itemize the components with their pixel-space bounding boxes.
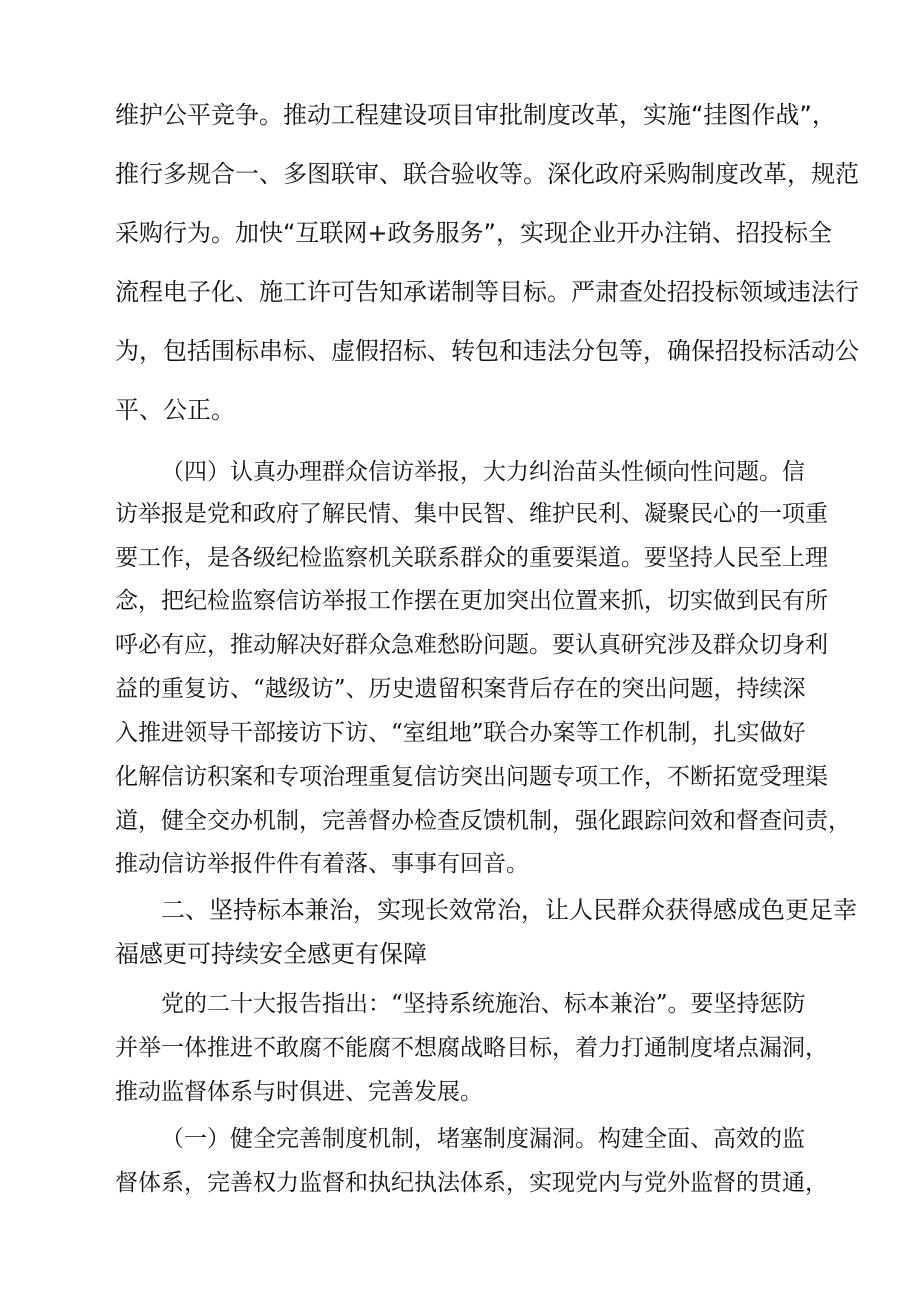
paragraph-line: 为，包括围标串标、虚假招标、转包和违法分包等，确保招投标活动公 [115, 337, 859, 365]
paragraph-line: 化解信访积案和专项治理重复信访突出问题专项工作，不断拓宽受理渠 [115, 764, 828, 790]
paragraph-line: 念，把纪检监察信访举报工作摆在更加突出位置来抓，切实做到民有所 [115, 588, 828, 614]
paragraph-line: 流程电子化、施工许可告知承诺制等目标。严肃查处招投标领域违法行 [115, 278, 859, 306]
section-heading: 二、坚持标本兼治，实现长效常治，让人民群众获得感成色更足幸 [161, 896, 857, 924]
paragraph-line: 要工作，是各级纪检监察机关联系群众的重要渠道。要坚持人民至上理 [115, 545, 828, 571]
paragraph-line: 推行多规合一、多图联审、联合验收等。深化政府采购制度改革，规范 [115, 160, 859, 188]
paragraph-line: 道，健全交办机制，完善督办检查反馈机制，强化跟踪问效和督查问责， [115, 808, 851, 834]
paragraph-line: 呼必有应，推动解决好群众急难愁盼问题。要认真研究涉及群众切身利 [115, 632, 828, 658]
paragraph-line: （一）健全完善制度机制，堵塞制度漏洞。构建全面、高效的监 [161, 1126, 805, 1152]
section-heading: 福感更可持续安全感更有保障 [115, 940, 427, 968]
paragraph-line: 督体系，完善权力监督和执纪执法体系，实现党内与党外监督的贯通， [115, 1170, 828, 1196]
paragraph-line: 维护公平竞争。推动工程建设项目审批制度改革，实施“挂图作战”， [115, 101, 836, 129]
paragraph-line: 并举一体推进不敢腐不能腐不想腐战略目标，着力打通制度堵点漏洞， [115, 1035, 828, 1061]
paragraph-line: 入推进领导干部接访下访、“室组地”联合办案等工作机制，扎实做好 [115, 720, 806, 746]
paragraph-line: 访举报是党和政府了解民情、集中民智、维护民利、凝聚民心的一项重 [115, 501, 828, 527]
paragraph-line: 平、公正。 [115, 396, 235, 424]
paragraph-line: 推动信访举报件件有着落、事事有回音。 [115, 851, 529, 877]
paragraph-line: 益的重复访、“越级访”、历史遗留积案背后存在的突出问题，持续深 [115, 676, 806, 702]
paragraph-line: （四）认真办理群众信访举报，大力纠治苗头性倾向性问题。信 [161, 459, 805, 485]
paragraph-line: 推动监督体系与时俱进、完善发展。 [115, 1079, 483, 1105]
paragraph-line: 党的二十大报告指出：“坚持系统施治、标本兼治”。要坚持惩防 [161, 991, 806, 1017]
paragraph-line: 采购行为。加快“互联网+政务服务”，实现企业开办注销、招投标全 [115, 219, 832, 247]
